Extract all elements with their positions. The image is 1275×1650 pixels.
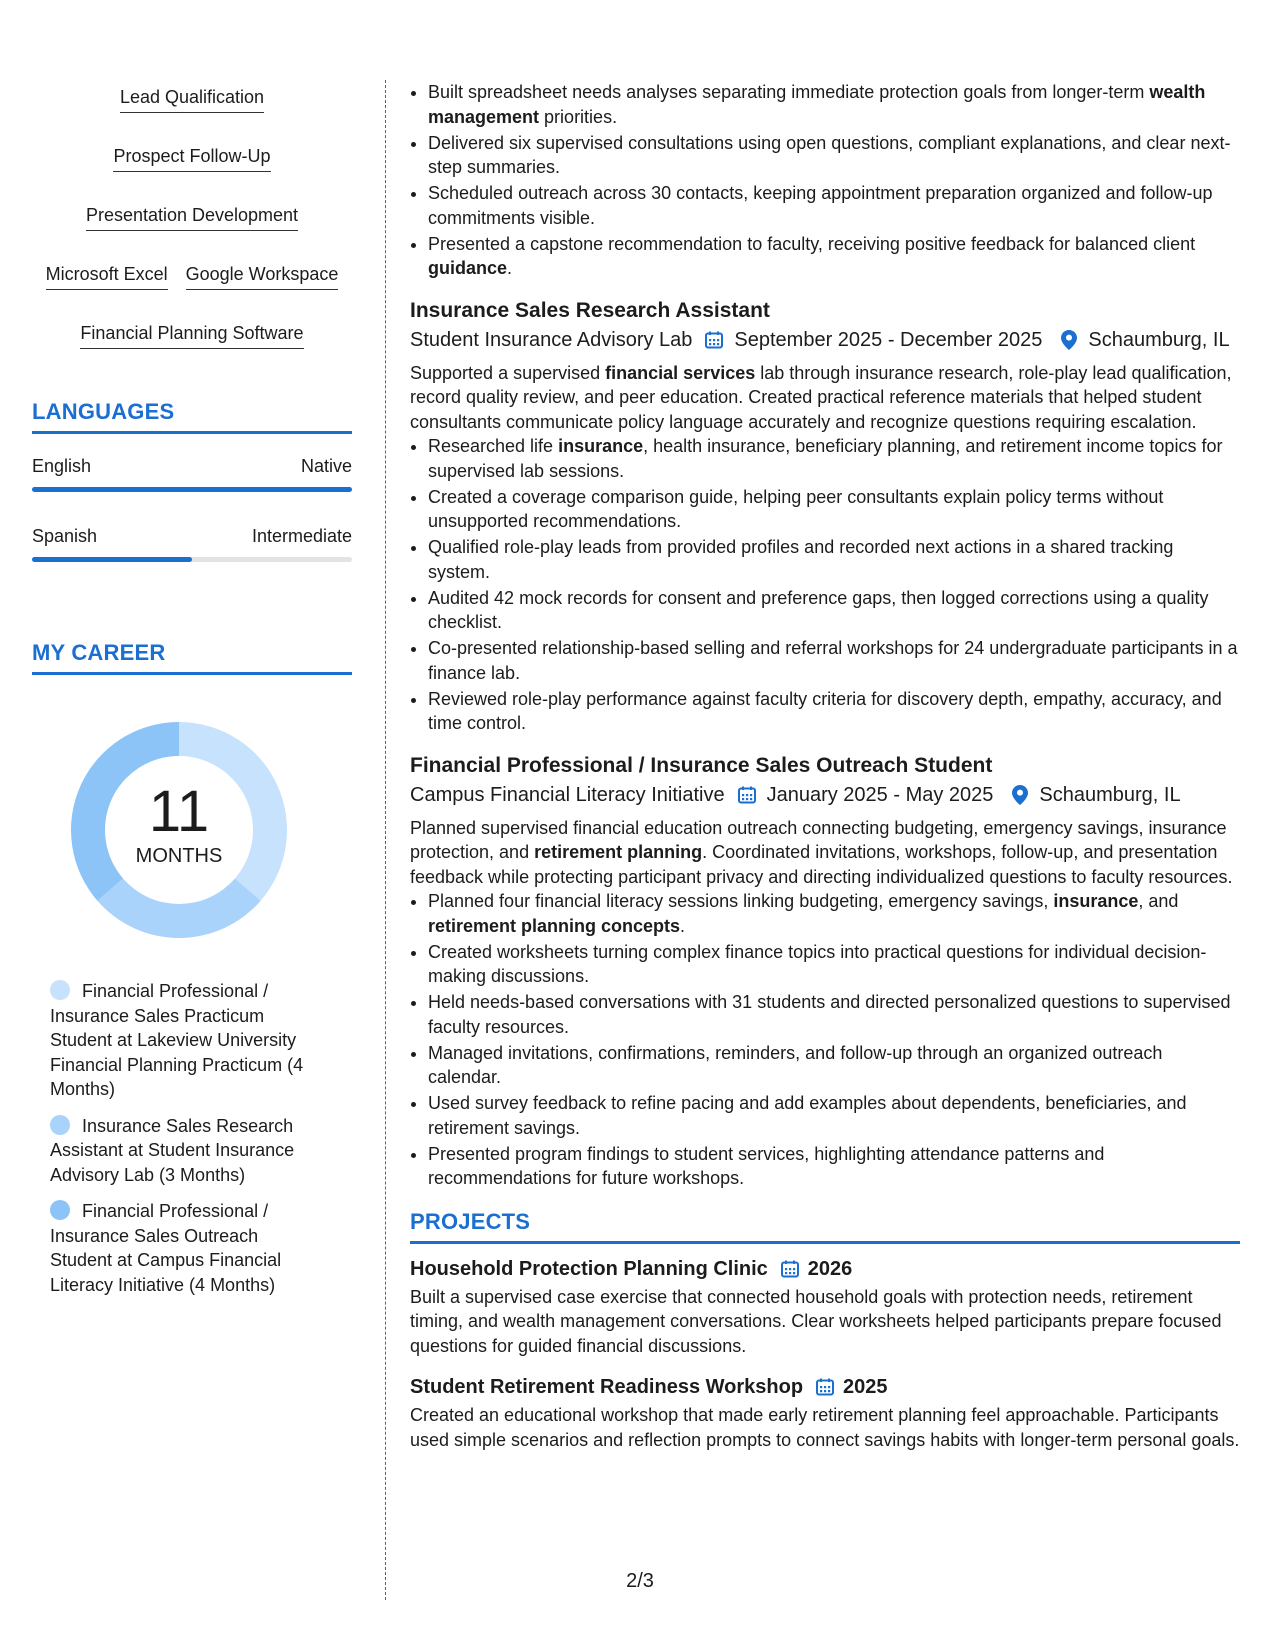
text-run: . (680, 915, 686, 936)
career-unit: MONTHS (135, 845, 223, 867)
text-run: Co-presented relationship-based selling and referral workshops for 24 undergraduate participants in a finance lab. (428, 638, 1238, 683)
job-dates: January 2025 - May 2025 (766, 783, 994, 806)
calendar-icon (704, 330, 724, 350)
skill-tag: Lead Qualification (120, 86, 264, 113)
projects-heading: PROJECTS (410, 1209, 1240, 1244)
text-run: Held needs-based conversations with 31 students and directed personalized questions to supervised faculty resources. (428, 992, 1231, 1037)
bullet-item (428, 1041, 1240, 1090)
text-run: Used survey feedback to refine pacing and add examples about dependents, beneficiaries, and retirement savings. (428, 1093, 1187, 1138)
text-run: Delivered six supervised consultations using open questions, compliant explanations, and clear next-step summaries. (428, 132, 1231, 177)
bullet-item (428, 434, 1240, 483)
legend-label: Insurance Sales Research Assistant at Student Insurance Advisory Lab (3 Months) (50, 1115, 295, 1185)
job-location: Schaumburg, IL (1088, 328, 1230, 351)
language-level: Intermediate (251, 526, 352, 546)
bold-keyword: wealth management (428, 82, 1206, 127)
bullet-item (428, 232, 1240, 281)
job-entry (410, 297, 1240, 736)
calendar-icon (815, 1377, 835, 1397)
legend-dot (50, 1115, 70, 1135)
text-run: Reviewed role-play performance against faculty criteria for discovery depth, empathy, accuracy, and time control. (428, 688, 1222, 733)
right-column (410, 80, 1240, 1452)
text-run: Planned four financial literacy sessions linking budgeting, emergency savings, (428, 891, 1054, 911)
job-dates: September 2025 - December 2025 (734, 328, 1043, 351)
project-name: Household Protection Planning Clinic (410, 1257, 768, 1280)
job-title: Financial Professional / Insurance Sales Outreach Student (410, 753, 993, 777)
bullet-item (428, 80, 1240, 129)
skill-tag: Financial Planning Software (80, 322, 303, 349)
text-run: lab through insurance research, role-play lead qualification, record quality review, and peer education. Created practical reference materials that helped student consultants communicate policy language accurately and recognize questions requiring escalation. (410, 362, 1232, 432)
project-entry (410, 1256, 1240, 1359)
project-entry (410, 1374, 1240, 1452)
bullet-item (428, 1091, 1240, 1140)
project-name: Student Retirement Readiness Workshop (410, 1376, 804, 1398)
job-meta (410, 325, 1240, 355)
legend-item (50, 979, 320, 1102)
bold-keyword: retirement planning (534, 842, 703, 862)
bullet-item (428, 636, 1240, 685)
languages-section (32, 399, 352, 562)
legend-item (50, 1114, 320, 1188)
job-summary (410, 361, 1240, 435)
legend-label: Financial Professional / Insurance Sales Outreach Student at Campus Financial Literacy Initiative (4 Months) (50, 1201, 282, 1295)
skills-list (32, 80, 352, 349)
text-run: Planned supervised financial education outreach connecting budgeting, emergency savings, insurance protection, and (410, 817, 1227, 862)
text-run: . Coordinated invitations, workshops, follow-up, and presentation feedback while protecting participant privacy and directing individualized questions to faculty resources. (410, 842, 1233, 887)
text-run: Audited 42 mock records for consent and preference gaps, then logged corrections using a quality checklist. (428, 587, 1209, 632)
bold-keyword: financial services (605, 362, 756, 383)
career-total: 11 (148, 779, 210, 844)
skill-tag: Prospect Follow-Up (113, 145, 270, 172)
page-number: 2/3 (626, 1570, 654, 1592)
left-column (32, 80, 352, 1309)
legend-dot (50, 980, 70, 1000)
location-pin-icon (1011, 784, 1029, 806)
text-run: Qualified role-play leads from provided profiles and recorded next actions in a shared tracking system. (428, 537, 1174, 582)
previous-job-bullets (410, 80, 1240, 281)
calendar-icon (737, 785, 757, 805)
job-bullets (410, 889, 1240, 1191)
text-run: , health insurance, beneficiary planning, and retirement income topics for supervised lab sessions. (428, 436, 1223, 481)
project-description: Built a supervised case exercise that connected household goals with protection needs, retirement timing, and wealth management conversations. Clear worksheets helped participants prepare focused questions for guided financial discussions. (410, 1286, 1222, 1356)
job-organization: Campus Financial Literacy Initiative (410, 783, 725, 806)
job-summary (410, 816, 1240, 890)
text-run: Presented a capstone recommendation to faculty, receiving positive feedback for balanced client (428, 233, 1196, 254)
language-bar (32, 487, 352, 492)
bullet-item (428, 535, 1240, 584)
bullet-item (428, 131, 1240, 180)
language-row (32, 456, 352, 477)
job-organization: Student Insurance Advisory Lab (410, 328, 693, 351)
text-run: Presented program findings to student services, highlighting attendance patterns and recommendations for future workshops. (428, 1143, 1105, 1188)
job-entry (410, 752, 1240, 1191)
column-divider (385, 80, 386, 1600)
bullet-item (428, 940, 1240, 989)
text-run: Researched life (428, 436, 559, 456)
language-bar-fill (32, 557, 192, 562)
job-title: Insurance Sales Research Assistant (410, 298, 770, 322)
language-name: English (32, 456, 92, 476)
donut-segment-2 (97, 878, 260, 938)
language-row (32, 526, 352, 547)
language-bar-fill (32, 487, 352, 492)
legend-label: Financial Professional / Insurance Sales Practicum Student at Lakeview University Financial Planning Practicum (4 Months) (50, 981, 304, 1099)
career-section (32, 640, 352, 1297)
job-location: Schaumburg, IL (1039, 783, 1181, 806)
job-bullets (410, 434, 1240, 736)
legend-dot (50, 1200, 70, 1220)
job-meta (410, 780, 1240, 810)
language-name: Spanish (32, 526, 98, 546)
project-year: 2026 (807, 1257, 853, 1280)
skill-tag: Presentation Development (86, 204, 298, 231)
bullet-item (428, 990, 1240, 1039)
location-pin-icon (1060, 329, 1078, 351)
text-run: priorities. (539, 106, 618, 127)
calendar-icon (780, 1259, 800, 1279)
language-bar (32, 557, 352, 562)
career-legend (50, 979, 320, 1297)
career-heading: MY CAREER (32, 640, 352, 675)
text-run: Created a coverage comparison guide, helping peer consultants explain policy terms without unsupported recommendations. (428, 486, 1164, 531)
text-run: , and (1138, 891, 1179, 911)
bold-keyword: insurance (1053, 891, 1139, 911)
languages-heading: LANGUAGES (32, 399, 352, 434)
language-level: Native (300, 456, 352, 476)
projects-section (410, 1209, 1240, 1453)
bullet-item (428, 586, 1240, 635)
bullet-item (428, 485, 1240, 534)
bold-keyword: insurance (558, 436, 644, 456)
bullet-item (428, 181, 1240, 230)
skill-tag: Microsoft Excel (46, 263, 168, 290)
project-description: Created an educational workshop that made early retirement planning feel approachable. Participants used simple scenarios and reflection prompts to connect savings habits with longer-term personal goals. (410, 1405, 1240, 1450)
text-run: Scheduled outreach across 30 contacts, keeping appointment preparation organized and follow-up commitments visible. (428, 183, 1213, 228)
project-header (410, 1374, 1240, 1400)
text-run: Supported a supervised (410, 362, 606, 383)
project-year: 2025 (843, 1376, 888, 1398)
text-run: Created worksheets turning complex finance topics into practical questions for individual decision-making discussions. (428, 941, 1207, 986)
legend-item (50, 1199, 320, 1297)
text-run: Managed invitations, confirmations, reminders, and follow-up through an organized outreach calendar. (428, 1042, 1163, 1087)
project-header (410, 1256, 1240, 1282)
bold-keyword: retirement planning concepts (428, 915, 681, 936)
text-run: Built spreadsheet needs analyses separating immediate protection goals from longer-term (428, 82, 1150, 102)
bullet-item (428, 889, 1240, 938)
career-donut-chart (66, 717, 292, 943)
bullet-item (428, 687, 1240, 736)
bullet-item (428, 1142, 1240, 1191)
skill-tag: Google Workspace (186, 263, 339, 290)
bold-keyword: guidance (428, 258, 508, 278)
text-run: . (507, 258, 513, 278)
